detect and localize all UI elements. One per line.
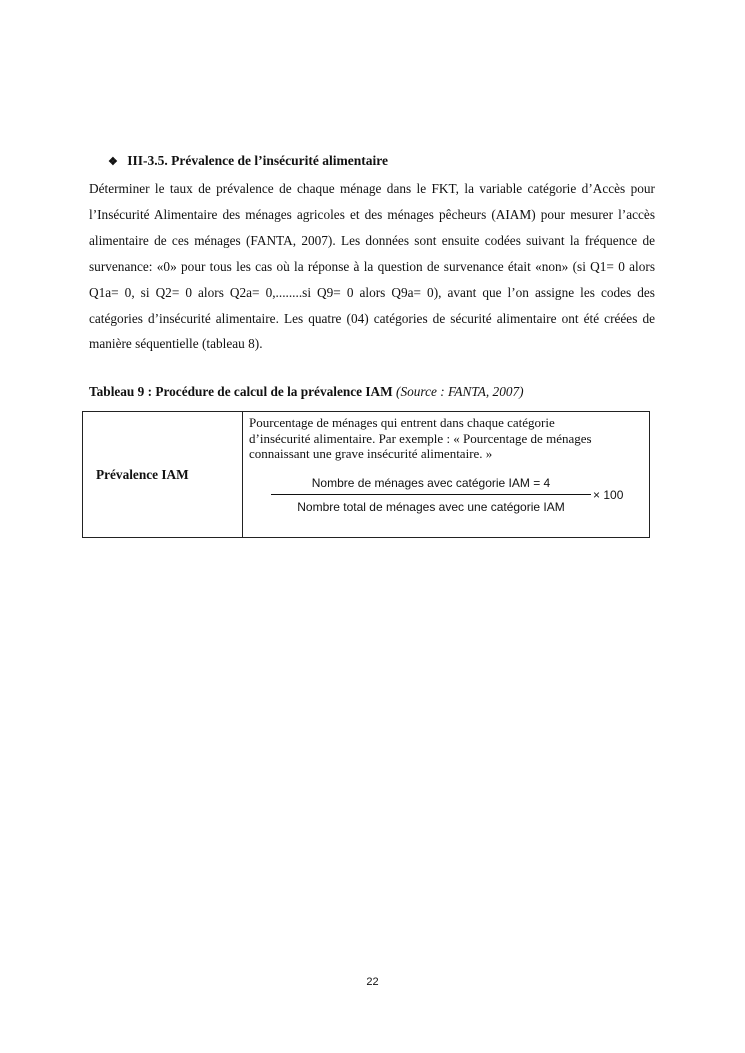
body-paragraph: Déterminer le taux de prévalence de chaque ménage dans le FKT, la variable catégorie d’Accès pour l’Insécurité Alimentaire des ménages agricoles et des ménages pêcheurs (AIAM) pour mesurer l’accès alimentaire de ces ménages (FANTA, 2007). Les données sont ensuite codées suivant la fréquence de survenance: «0» pour tous les cas où la réponse à la question de survenance était «non» (si Q1= 0 alors Q1a= 0, si Q2= 0 alors Q2a= 0,........si Q9= 0 alors Q9a= 0), avant que l’on assigne les codes des catégories d’insécurité alimentaire. Les quatre (04) catégories de sécurité alimentaire ont été créées de manière séquentielle (tableau 8). xyxy=(89,181,655,352)
prevalence-table xyxy=(82,411,650,538)
content-cell xyxy=(243,412,650,538)
section-heading xyxy=(108,153,388,169)
formula-multiplier: × 100 xyxy=(593,487,624,502)
formula-fraction xyxy=(271,476,591,514)
formula-denominator: Nombre total de ménages avec une catégorie IAM xyxy=(297,499,565,514)
prevalence-formula xyxy=(243,472,649,520)
row-label: Prévalence IAM xyxy=(96,466,189,482)
table-caption-label: Tableau 9 : Procédure de calcul de la prévalence IAM xyxy=(89,384,393,399)
page-number: 22 xyxy=(366,976,379,988)
table-row xyxy=(83,412,650,538)
formula-numerator: Nombre de ménages avec catégorie IAM = 4 xyxy=(311,475,551,490)
table-caption-source: (Source : FANTA, 2007) xyxy=(396,384,524,399)
row-label-cell xyxy=(83,412,243,538)
section-title: III-3.5. Prévalence de l’insécurité alimentaire xyxy=(127,153,388,168)
diamond-bullet-icon: ❖ xyxy=(108,156,118,168)
table-description: Pourcentage de ménages qui entrent dans chaque catégorie d’insécurité alimentaire. Par exemple : « Pourcentage de ménages connaissant une grave insécurité alimentaire. » xyxy=(249,415,592,461)
table-caption xyxy=(89,384,524,400)
